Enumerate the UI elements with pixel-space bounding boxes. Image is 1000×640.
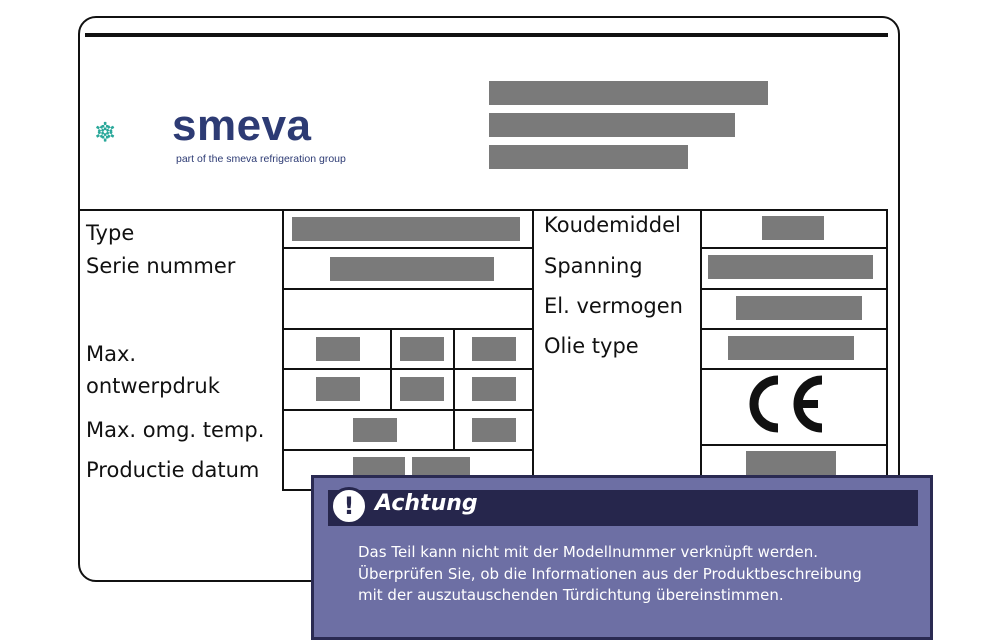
- table-divider: [886, 209, 888, 477]
- redacted-pressure-value: [472, 377, 516, 401]
- warning-panel: [311, 475, 933, 640]
- redacted-oil-value: [728, 336, 854, 360]
- warning-line: Überprüfen Sie, ob die Informationen aus der Produktbeschreibung: [358, 564, 862, 583]
- warning-title: Achtung: [375, 491, 478, 516]
- label-voltage: Spanning: [544, 254, 643, 278]
- table-divider: [282, 409, 534, 411]
- redacted-date-value: [412, 457, 470, 477]
- table-divider: [700, 209, 702, 477]
- warning-message: [358, 542, 918, 607]
- label-production-date: Productie datum: [86, 458, 260, 482]
- label-refrigerant: Koudemiddel: [544, 213, 681, 237]
- redacted-type-value: [292, 217, 520, 241]
- logo-tagline: part of the smeva refrigeration group: [176, 153, 346, 165]
- table-divider: [282, 449, 534, 451]
- warning-line: Das Teil kann nicht mit der Modellnummer verknüpft werden.: [358, 543, 819, 561]
- label-oil-type: Olie type: [544, 334, 639, 358]
- redacted-serial-value: [330, 257, 494, 281]
- redacted-pressure-value: [400, 377, 444, 401]
- table-divider: [282, 288, 534, 290]
- label-max: Max.: [86, 342, 137, 366]
- label-power: El. vermogen: [544, 294, 683, 318]
- table-divider: [700, 368, 888, 370]
- redacted-ambient-value: [353, 418, 397, 442]
- table-divider: [282, 328, 534, 330]
- logo-wordmark: smeva: [172, 101, 312, 150]
- table-divider: [390, 328, 392, 409]
- table-divider: [282, 247, 534, 249]
- smeva-logo-icon: [95, 93, 173, 173]
- redacted-header-line-3: [489, 145, 688, 169]
- redacted-power-value: [736, 296, 862, 320]
- label-design-pressure: ontwerpdruk: [86, 374, 220, 398]
- redacted-pressure-value: [316, 377, 360, 401]
- redacted-header-line-1: [489, 81, 768, 105]
- redacted-date-value: [353, 457, 405, 477]
- redacted-pressure-value: [400, 337, 444, 361]
- table-divider: [700, 247, 888, 249]
- exclamation-icon: !: [330, 487, 368, 525]
- warning-line: mit der auszutauschenden Türdichtung übereinstimmen.: [358, 586, 784, 604]
- table-divider: [700, 288, 888, 290]
- redacted-voltage-value: [708, 255, 873, 279]
- nameplate-top-rule: [85, 33, 888, 37]
- table-top-rule: [78, 209, 888, 211]
- label-max-ambient: Max. omg. temp.: [86, 418, 265, 442]
- ce-mark-icon: [742, 374, 828, 434]
- table-divider: [453, 328, 455, 449]
- redacted-header-line-2: [489, 113, 735, 137]
- redacted-pressure-value: [472, 337, 516, 361]
- table-divider: [700, 328, 888, 330]
- redacted-refrigerant-value: [762, 216, 824, 240]
- table-divider: [700, 444, 888, 446]
- table-divider: [282, 489, 312, 491]
- table-divider: [282, 368, 534, 370]
- redacted-pressure-value: [316, 337, 360, 361]
- redacted-ambient-value: [472, 418, 516, 442]
- label-serial: Serie nummer: [86, 254, 236, 278]
- redacted-extra-value: [746, 451, 836, 475]
- label-type: Type: [86, 221, 135, 245]
